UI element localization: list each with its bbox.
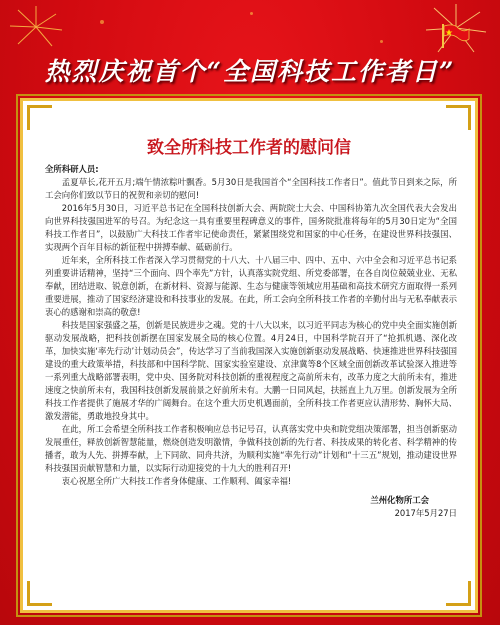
letter-signature-block — [45, 494, 457, 520]
frame-corner — [446, 105, 471, 130]
letter-signature: 兰州化物所工会 — [370, 495, 429, 505]
firework-left-decoration — [6, 4, 66, 50]
frame-corner — [446, 581, 471, 606]
letter-title: 致全所科技工作者的慰问信 — [147, 138, 351, 158]
letter-paragraph: 在此，所工会希望全所科技工作者积极响应总书记号召，认真落实党中央和院党组决策部署，担当创新驱动发展重任，释放创新智慧能量，燃烧创造发明激情，争做科技创新的先行者、科技成果的转化者、科学精神的传播者，敢为人先、拼搏奉献，上下同欲、同舟共济，为顺利实施“率先行动”计划和“十三五”规划，推动建设世界科技强国贡献智慧和力量，以实际行动迎接党的十九大的胜利召开! — [45, 424, 457, 473]
sparkle-decoration — [100, 20, 104, 24]
red-flag-icon — [440, 24, 470, 48]
frame-corner — [27, 581, 52, 606]
letter-paragraph: 近年来，全所科技工作者深入学习贯彻党的十八大、十八届三中、四中、五中、六中全会和习近平总书记系列重要讲话精神，坚持“三个面向、四个率先”方针，认真落实院党组、所党委部署，在各自岗位兢兢业业、无私奉献，团结进取、锐意创新，在新材料、资源与能源、生态与健康等领域应用基础和高技术研究方面取得一系列重要进展，推动了国家经济建设和科技事业的发展。在此，所工会向全所科技工作者的辛勤付出与无私奉献表示衷心的感谢和崇高的敬意! — [45, 255, 457, 317]
frame-corner — [27, 105, 52, 130]
sparkle-decoration — [380, 40, 383, 43]
letter-paragraph: 2016年5月30日，习近平总书记在全国科技创新大会、两院院士大会、中国科协第九次全国代表大会发出向世界科技强国进军的号召。为纪念这一具有重要里程碑意义的事件，国务院批准将每年的5月30日定为“全国科技工作者日”，以鼓励广大科技工作者牢记使命责任，紧紧围绕党和国家的中心任务，在建设世界科技强国、实现两个百年目标的新征程中拼搏奉献、砥砺前行。 — [45, 203, 457, 252]
sparkle-decoration — [250, 12, 253, 15]
letter-paper — [20, 98, 478, 613]
letter-paragraph: 科技是国家强盛之基，创新是民族进步之魂。党的十八大以来，以习近平同志为核心的党中央全面实施创新驱动发展战略，把科技创新摆在国家发展全局的核心位置。4月24日，中国科学院召开了“抢抓机遇、深化改革，加快实施‘率先行动’计划动员会”，传达学习了当前我国深入实施创新驱动发展战略、快速推进世界科技强国建设的重大政策举措，科技部和中国科学院、国家实验室建设、京津冀等8个区域全面创新改革试验深入推进等一系列重大战略部署表明，党中央、国务院对科技创新的重视程度之高前所未有，改革力度之大前所未有，推进速度之快前所未有，我国科技创新发展前景之好前所未有。大鹏一日同风起，扶摇直上九万里。创新发展为全所科技工作者提供了施展才华的广阔舞台。在这个重大历史机遇面前，全所科技工作者更应认清形势、胸怀大局、激发潜能，勇敢地投身其中。 — [45, 320, 457, 421]
letter-date: 2017年5月27日 — [394, 508, 457, 518]
letter-paragraph: 衷心祝愿全所广大科技工作者身体健康、工作顺利、阖家幸福! — [61, 476, 292, 486]
letter-paragraph: 孟夏草长,花开五月;端午情浓粽叶飘香。5月30日是我国首个“全国科技工作者日”。值此节日到来之际，所工会向你们致以节日的祝贺和亲切的慰问! — [45, 177, 457, 200]
letter-body — [45, 163, 457, 520]
letter-salutation: 全所科研人员: — [45, 164, 99, 174]
banner-headline: 热烈庆祝首个“全国科技工作者日” — [44, 57, 456, 86]
